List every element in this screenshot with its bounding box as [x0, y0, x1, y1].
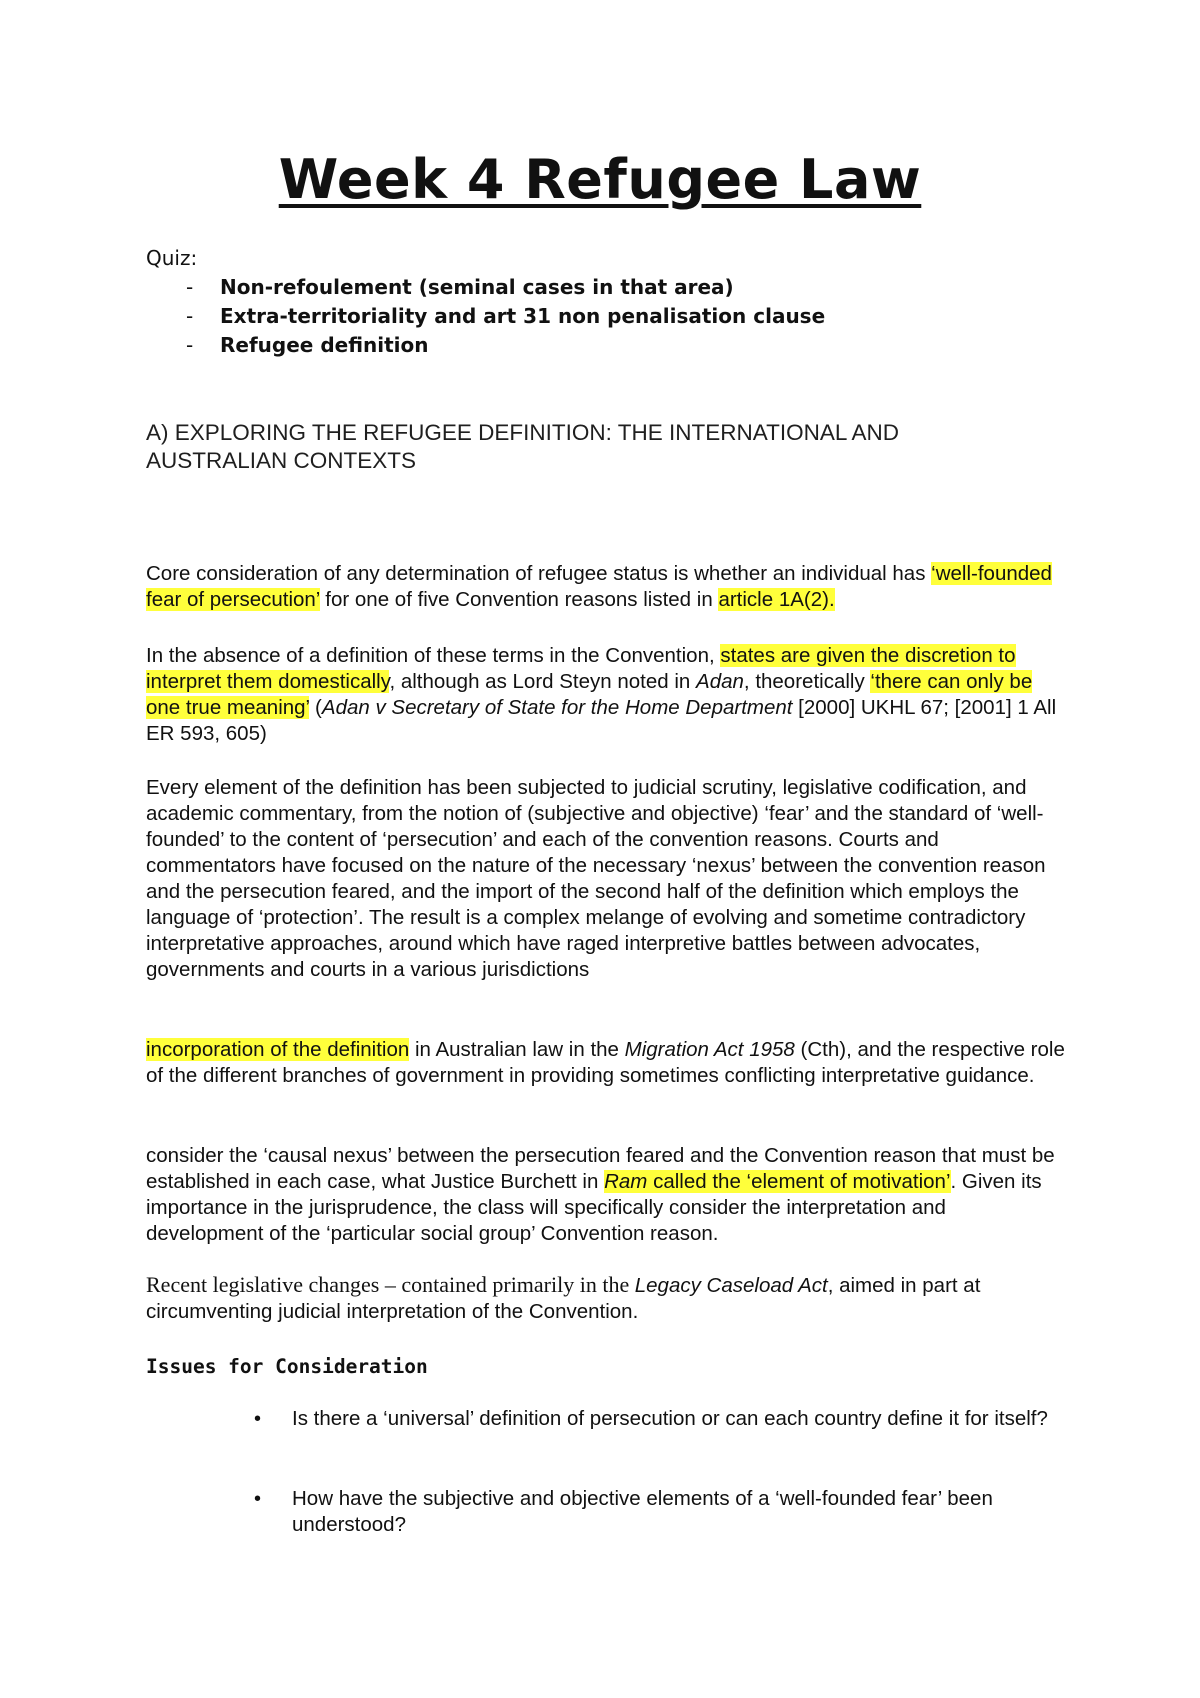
page-title-text: Week 4 Refugee Law	[278, 148, 922, 211]
quiz-item-text: Non-refoulement (seminal cases in that area)	[220, 275, 734, 299]
case-name: Ram	[604, 1170, 648, 1193]
bullet-marker: •	[254, 1408, 262, 1430]
statute-name: Migration Act 1958	[624, 1038, 795, 1061]
text-run: , aimed in part at circumventing judicial interpretation of the Convention.	[146, 1274, 981, 1323]
section-heading	[146, 419, 1046, 475]
dash-marker: -	[186, 304, 194, 328]
quiz-item-text: Extra-territoriality and art 31 non penalisation clause	[220, 304, 826, 328]
statute-name: Legacy Caseload Act	[634, 1274, 828, 1297]
quiz-list	[146, 273, 1066, 360]
text-run: in Australian law in the	[409, 1038, 625, 1061]
dash-marker: -	[186, 333, 194, 357]
issue-text: How have the subjective and objective elements of a ‘well-founded fear’ been understood?	[292, 1487, 993, 1536]
text-run: [2000] UKHL 67; [2001] 1 All ER 593, 605)	[146, 696, 1057, 745]
case-name: Adan v Secretary of State for the Home Department	[321, 696, 793, 719]
quiz-label: Quiz:	[146, 246, 198, 270]
quiz-item	[146, 302, 1066, 331]
paragraph-core-consideration	[146, 561, 1066, 613]
text-run: (	[309, 696, 322, 719]
text-run: Recent legislative changes – contained primarily in the	[146, 1272, 635, 1297]
text-run: In the absence of a definition of these terms in the Convention,	[146, 644, 721, 667]
highlighted-text: ‘well-founded fear of persecution’	[146, 562, 1052, 611]
quiz-item	[146, 273, 1066, 302]
issue-text: Is there a ‘universal’ definition of persecution or can each country define it for itself?	[292, 1407, 1048, 1430]
quiz-item-text: Refugee definition	[220, 333, 429, 357]
quiz-item	[146, 331, 1066, 360]
text-run: , although as Lord Steyn noted in	[389, 670, 697, 693]
paragraph-recent-changes	[146, 1272, 1066, 1325]
text-run: . Given its importance in the jurisprudence, the class will specifically consider the interpretation and development of the ‘particular social group’ Convention reason.	[146, 1170, 1042, 1245]
paragraph-absence-of-definition	[146, 643, 1066, 747]
highlighted-text: article 1A(2).	[718, 588, 835, 611]
issues-heading: Issues for Consideration	[146, 1355, 428, 1378]
text-run: for one of five Convention reasons listed in	[319, 588, 719, 611]
highlighted-text: states are given the discretion to interpret them domestically	[146, 644, 1016, 693]
page-title	[0, 148, 1200, 212]
text-run: (Cth), and the respective role of the different branches of government in providing sometimes conflicting interpretative guidance.	[146, 1038, 1065, 1087]
paragraph-incorporation	[146, 1037, 1066, 1089]
highlighted-text: called the ‘element of motivation’	[647, 1170, 951, 1193]
paragraph-every-element: Every element of the definition has been subjected to judicial scrutiny, legislative codification, and academic commentary, from the notion of (subjective and objective) ‘fear’ and the standard of ‘well-founded’ to the content of ‘persecution’ and each of the convention reasons. Courts and commentators have focused on the nature of the necessary ‘nexus’ between the convention reason and the persecution feared, and the import of the second half of the definition which employs the language of ‘protection’. The result is a complex melange of evolving and sometime contradictory interpretative approaches, around which have raged interpretive battles between advocates, governments and courts in a various jurisdictions	[146, 776, 1046, 981]
highlighted-text: incorporation of the definition	[146, 1038, 410, 1061]
bullet-marker: •	[254, 1488, 262, 1510]
text-run: , theoretically	[743, 670, 871, 693]
highlighted-text: ‘there can only be one true meaning’	[146, 670, 1033, 719]
text-run: consider the ‘causal nexus’ between the persecution feared and the Convention reason that must be established in each case, what Justice Burchett in	[146, 1144, 1055, 1193]
text-run: Core consideration of any determination of refugee status is whether an individual has	[146, 562, 932, 585]
section-heading-line: AUSTRALIAN CONTEXTS	[146, 448, 417, 473]
paragraph-causal-nexus	[146, 1143, 1066, 1247]
case-name: Adan	[696, 670, 744, 693]
dash-marker: -	[186, 275, 194, 299]
section-heading-line: A) EXPLORING THE REFUGEE DEFINITION: THE INTERNATIONAL AND	[146, 420, 900, 445]
quiz-section	[146, 244, 1066, 360]
